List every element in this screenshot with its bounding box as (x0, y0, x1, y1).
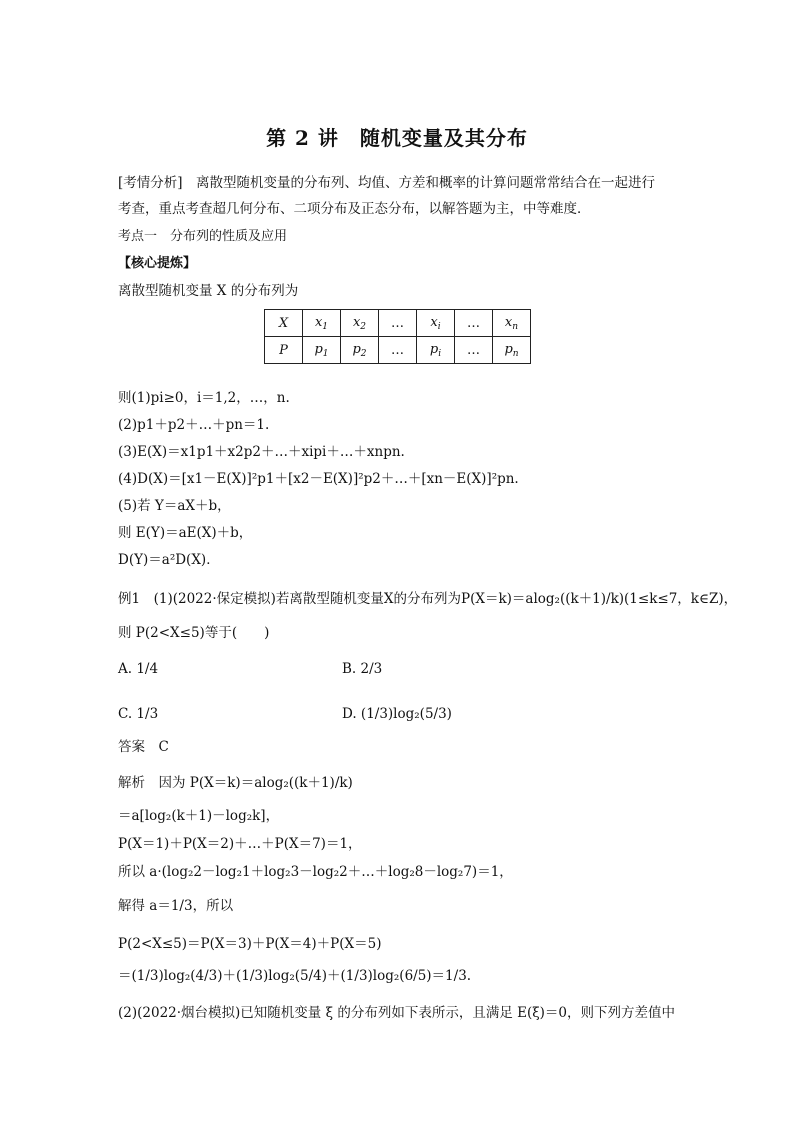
property-6: 则 E(Y)＝aE(X)＋b， (118, 525, 253, 541)
table-cell: … (455, 310, 493, 337)
table-cell: $p_n$ (493, 337, 531, 364)
solution-line-6: P(2<X≤5)＝P(X＝3)＋P(X＝4)＋P(X＝5) (118, 936, 382, 952)
section-heading: 考点一 分布列的性质及应用 (118, 229, 288, 244)
solution-line-4: 所以 a·(log₂2－log₂1＋log₂3－log₂2＋…＋log₂8－log₂7)＝1， (118, 864, 513, 880)
example-stem (118, 590, 737, 608)
analysis-line-2: 考查，重点考查超几何分布、二项分布及正态分布，以解答题为主，中等难度． (118, 201, 591, 217)
option-d: D. (1/3)log₂(5/3) (342, 706, 452, 722)
table-cell: $x_i$ (417, 310, 455, 337)
example-part-2: (2)(2022·烟台模拟)已知随机变量 ξ 的分布列如下表所示，且满足 E(ξ)＝0，则下列方差值中 (118, 1005, 676, 1021)
example-stem-formula: P(X＝k)＝alog₂((k＋1)/k)(1≤k≤7，k∈Z)， (461, 591, 738, 607)
answer-line: 答案 C (118, 739, 169, 755)
table-cell: P (265, 337, 303, 364)
table-cell: $x_2$ (341, 310, 379, 337)
table-cell: $x_1$ (303, 310, 341, 337)
core-label: 【核心提炼】 (118, 256, 197, 271)
example-stem-prefix: 例1 (1)(2022·保定模拟)若离散型随机变量X的分布列为 (118, 591, 462, 607)
table-cell: $p_1$ (303, 337, 341, 364)
table-row (265, 310, 531, 337)
table-cell: … (455, 337, 493, 364)
distribution-intro: 离散型随机变量 X 的分布列为 (118, 283, 299, 299)
property-3: (3)E(X)＝x1p1＋x2p2＋…＋xipi＋…＋xnpn. (118, 444, 405, 460)
solution-line-7: ＝(1/3)log₂(4/3)＋(1/3)log₂(5/4)＋(1/3)log₂(6/5)＝1/3. (118, 968, 472, 984)
solution-line-2: ＝a[log₂(k＋1)－log₂k]， (118, 808, 280, 824)
solution-line-1: 解析 因为 P(X＝k)＝alog₂((k＋1)/k) (118, 775, 353, 791)
solution-line-3: P(X＝1)＋P(X＝2)＋…＋P(X＝7)＝1， (118, 836, 362, 852)
property-1: 则(1)pi≥0，i＝1,2，…，n. (118, 390, 290, 406)
table-cell: X (265, 310, 303, 337)
table-cell: $p_i$ (417, 337, 455, 364)
option-c: C. 1/3 (118, 706, 159, 722)
table-cell: … (379, 337, 417, 364)
property-2: (2)p1＋p2＋…＋pn＝1. (118, 417, 270, 433)
table-cell: $x_n$ (493, 310, 531, 337)
analysis-line-1: [考情分析] 离散型随机变量的分布列、均值、方差和概率的计算问题常常结合在一起进行 (118, 175, 656, 191)
solution-line-5: 解得 a＝1/3，所以 (118, 898, 234, 914)
option-b: B. 2/3 (342, 661, 383, 677)
lecture-title: 第 2 讲 随机变量及其分布 (266, 126, 528, 150)
table-cell: … (379, 310, 417, 337)
table-row (265, 337, 531, 364)
table-cell: $p_2$ (341, 337, 379, 364)
property-4: (4)D(X)＝[x1－E(X)]²p1＋[x2－E(X)]²p2＋…＋[xn－E(X)]²pn. (118, 471, 519, 487)
option-a: A. 1/4 (118, 661, 159, 677)
distribution-table (264, 309, 531, 364)
property-7: D(Y)＝a²D(X)． (118, 552, 220, 568)
property-5: (5)若 Y＝aX＋b， (118, 498, 231, 514)
example-question: 则 P(2<X≤5)等于( ) (118, 625, 270, 641)
